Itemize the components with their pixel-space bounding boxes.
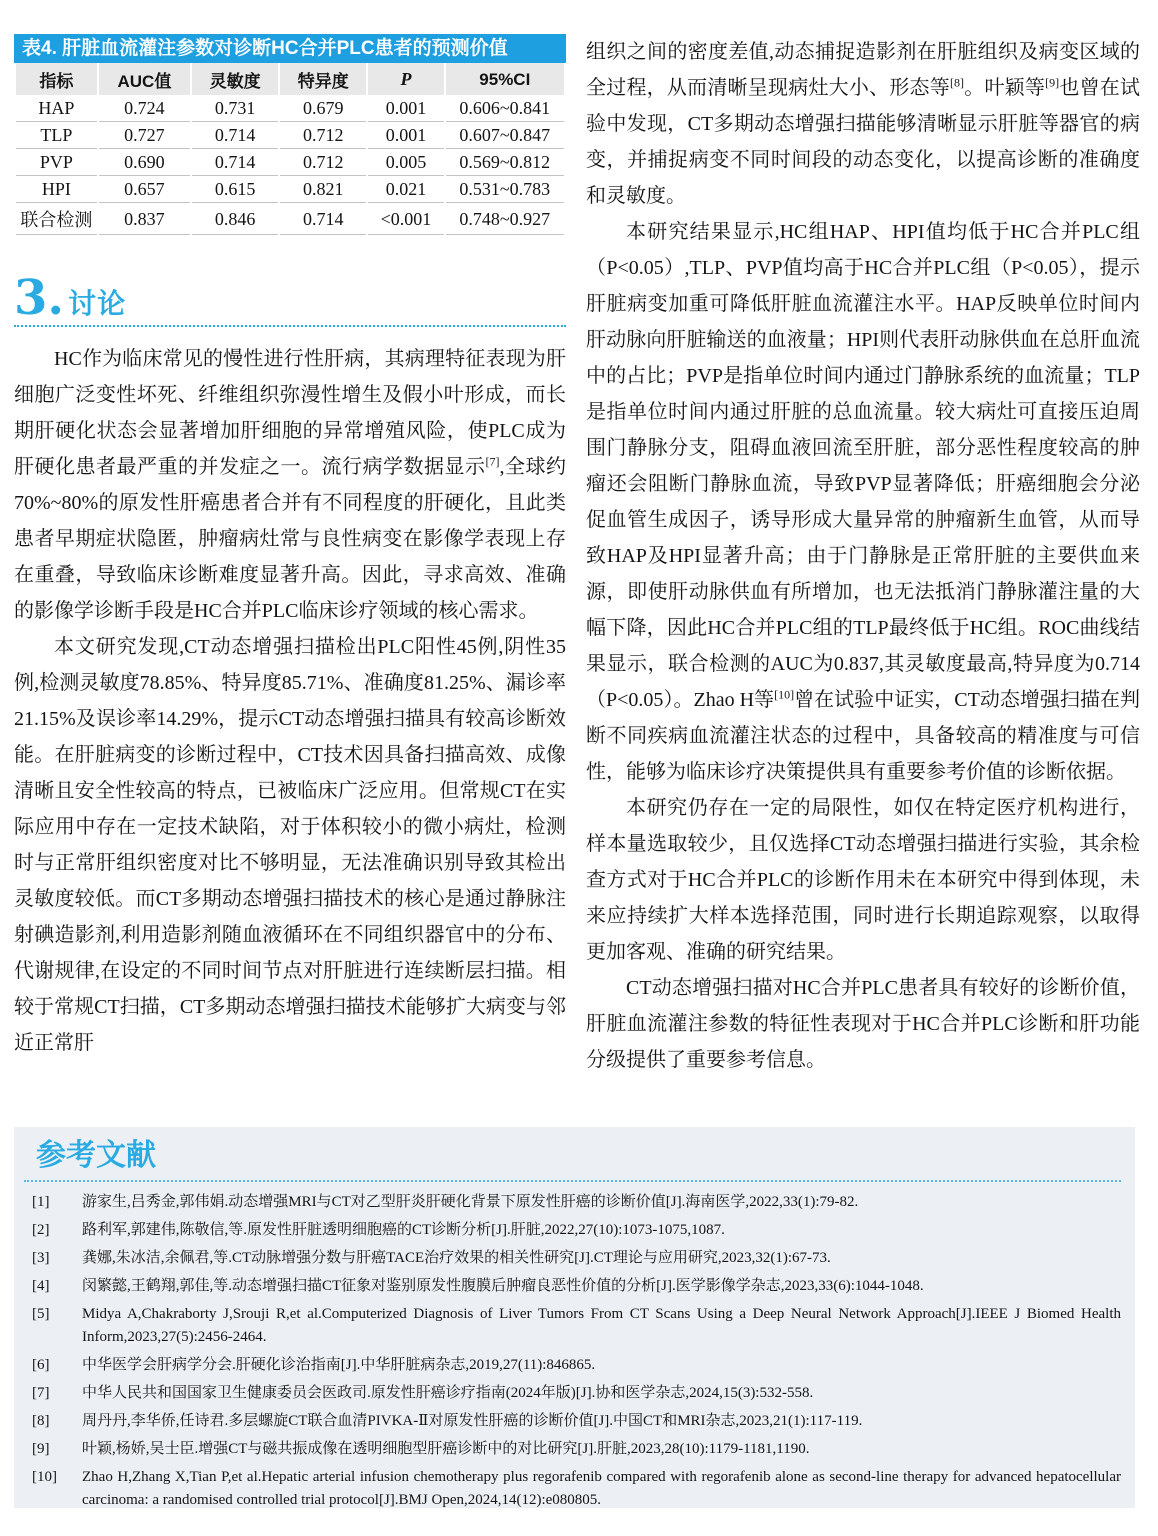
reference-text: 龚娜,朱冰洁,余佩君,等.CT动脉增强分数与肝癌TACE治疗效果的相关性研究[J].CT理论与应用研究,2023,32(1):67-73. xyxy=(82,1250,831,1266)
reference-number: [4] xyxy=(32,1278,50,1294)
section-number: 3. xyxy=(14,270,65,326)
reference-text: 游家生,吕秀金,郭伟娟.动态增强MRI与CT对乙型肝炎肝硬化背景下原发性肝癌的诊断价值[J].海南医学,2022,33(1):79-82. xyxy=(82,1194,859,1210)
reference-text: 周丹丹,李华侨,任诗君.多层螺旋CT联合血清PIVKA-Ⅱ对原发性肝癌的诊断价值[J].中国CT和MRI杂志,2023,21(1):117-119. xyxy=(82,1413,863,1429)
cell-auc: 0.837 xyxy=(99,203,190,235)
cell-sensitivity: 0.846 xyxy=(192,203,278,235)
reference-item xyxy=(24,1466,1121,1508)
cell-p: 0.005 xyxy=(368,149,443,176)
cell-indicator: HAP xyxy=(16,95,97,122)
table-4-block xyxy=(14,34,566,235)
reference-text: 闵繁懿,王鹤翔,郭佳,等.动态增强扫描CT征象对鉴别原发性腹膜后肿瘤良恶性价值的分析[J].医学影像学杂志,2023,33(6):1044-1048. xyxy=(82,1278,924,1294)
cell-sensitivity: 0.714 xyxy=(192,122,278,149)
reference-item xyxy=(24,1382,1121,1405)
reference-item xyxy=(24,1191,1121,1214)
cell-ci: 0.748~0.927 xyxy=(446,203,564,235)
table-title: 表4. 肝脏血流灌注参数对诊断HC合并PLC患者的预测价值 xyxy=(14,34,566,63)
cell-ci: 0.606~0.841 xyxy=(446,95,564,122)
cell-sensitivity: 0.615 xyxy=(192,176,278,203)
cell-ci: 0.531~0.783 xyxy=(446,176,564,203)
reference-number: [5] xyxy=(32,1306,50,1322)
body-paragraph: 本研究仍存在一定的局限性，如仅在特定医疗机构进行，样本量选取较少，且仅选择CT动态增强扫描进行实验，其余检查方式对于HC合并PLC的诊断作用未在本研究中得到体现，未来应持续扩大样本选择范围，同时进行长期追踪观察，以取得更加客观、准确的研究结果。 xyxy=(586,797,1140,963)
cell-p: 0.021 xyxy=(368,176,443,203)
table-row-combined xyxy=(16,203,564,235)
col-header-auc: AUC值 xyxy=(99,63,190,95)
body-paragraph: 组织之间的密度差值,动态捕捉造影剂在肝脏组织及病变区域的全过程，从而清晰呈现病灶大小、形态等[8]。叶颖等[9]也曾在试验中发现，CT多期动态增强扫描能够清晰显示肝脏等器官的病变，并捕捉病变不同时间段的动态变化，以提高诊断的准确度和灵敏度。 xyxy=(586,41,1141,207)
cell-p: 0.001 xyxy=(368,122,443,149)
body-paragraph: 本文研究发现,CT动态增强扫描检出PLC阳性45例,阴性35例,检测灵敏度78.85%、特异度85.71%、准确度81.25%、漏诊率21.15%及误诊率14.29%，提示CT动态增强扫描具有较高诊断效能。在肝脏病变的诊断过程中，CT技术因具备扫描高效、成像清晰且安全性较高的特点，已被临床广泛应用。但常规CT在实际应用中存在一定技术缺陷，对于体积较小的微小病灶，检测时与正常肝组织密度对比不够明显，无法准确识别导致其检出灵敏度较低。而CT多期动态增强扫描技术的核心是通过静脉注射碘造影剂,利用造影剂随血液循环在不同组织器官中的分布、代谢规律,在设定的不同时间节点对肝脏进行连续断层扫描。相较于常规CT扫描，CT多期动态增强扫描技术能够扩大病变与邻近正常肝 xyxy=(14,636,566,1054)
cell-indicator: PVP xyxy=(16,149,97,176)
left-column xyxy=(14,34,566,1078)
right-column xyxy=(586,34,1140,1078)
references-heading: 参考文献 xyxy=(24,1137,1121,1182)
cell-indicator: TLP xyxy=(16,122,97,149)
reference-number: [7] xyxy=(32,1385,50,1401)
reference-number: [6] xyxy=(32,1357,50,1373)
table-header-row xyxy=(16,63,564,95)
reference-number: [10] xyxy=(32,1469,57,1485)
reference-item xyxy=(24,1354,1121,1377)
perfusion-parameters-table xyxy=(14,63,566,235)
body-paragraph: CT动态增强扫描对HC合并PLC患者具有较好的诊断价值，肝脏血流灌注参数的特征性表现对于HC合并PLC诊断和肝功能分级提供了重要参考信息。 xyxy=(586,977,1140,1071)
reference-text: 中华人民共和国国家卫生健康委员会医政司.原发性肝癌诊疗指南(2024年版)[J].协和医学杂志,2024,15(3):532-558. xyxy=(82,1385,814,1401)
body-paragraph: HC作为临床常见的慢性进行性肝病，其病理特征表现为肝细胞广泛变性坏死、纤维组织弥漫性增生及假小叶形成，而长期肝硬化状态会显著增加肝细胞的异常增殖风险，使PLC成为肝硬化患者最严重的并发症之一。流行病学数据显示[7],全球约70%~80%的原发性肝癌患者合并有不同程度的肝硬化，且此类患者早期症状隐匿，肿瘤病灶常与良性病变在影像学表现上存在重叠，导致临床诊断难度显著升高。因此，寻求高效、准确的影像学诊断手段是HC合并PLC临床诊疗领域的核心需求。 xyxy=(14,348,566,622)
reference-text: 叶颖,杨娇,吴士臣.增强CT与磁共振成像在透明细胞型肝癌诊断中的对比研究[J].肝脏,2023,28(10):1179-1181,1190. xyxy=(82,1441,810,1457)
reference-item xyxy=(24,1438,1121,1461)
reference-item xyxy=(24,1410,1121,1433)
cell-auc: 0.727 xyxy=(99,122,190,149)
cell-ci: 0.569~0.812 xyxy=(446,149,564,176)
table-row-hap xyxy=(16,95,564,122)
cell-specificity: 0.821 xyxy=(280,176,366,203)
col-header-sensitivity: 灵敏度 xyxy=(192,63,278,95)
col-header-p: P xyxy=(368,63,443,95)
cell-indicator: 联合检测 xyxy=(16,203,97,235)
col-header-specificity: 特异度 xyxy=(280,63,366,95)
cell-specificity: 0.712 xyxy=(280,149,366,176)
reference-text: 路利军,郭建伟,陈敬信,等.原发性肝脏透明细胞癌的CT诊断分析[J].肝脏,2022,27(10):1073-1075,1087. xyxy=(82,1222,725,1238)
references-section xyxy=(14,1127,1135,1508)
reference-text: 中华医学会肝病学分会.肝硬化诊治指南[J].中华肝脏病杂志,2019,27(11):846865. xyxy=(82,1357,596,1373)
cell-specificity: 0.712 xyxy=(280,122,366,149)
cell-specificity: 0.714 xyxy=(280,203,366,235)
reference-number: [1] xyxy=(32,1194,50,1210)
cell-auc: 0.657 xyxy=(99,176,190,203)
reference-item xyxy=(24,1275,1121,1298)
reference-text: Zhao H,Zhang X,Tian P,et al.Hepatic arterial infusion chemotherapy plus regorafenib compared with regorafenib alone as second-line therapy for advanced hepatocellular carcinoma: a randomised controlled trial protocol[J].BMJ Open,2024,14(12):e080805. xyxy=(82,1469,1121,1508)
reference-number: [8] xyxy=(32,1413,50,1429)
reference-item xyxy=(24,1219,1121,1242)
cell-auc: 0.690 xyxy=(99,149,190,176)
section-heading-discussion xyxy=(14,270,566,327)
cell-sensitivity: 0.714 xyxy=(192,149,278,176)
cell-ci: 0.607~0.847 xyxy=(446,122,564,149)
cell-specificity: 0.679 xyxy=(280,95,366,122)
col-header-ci: 95%CI xyxy=(446,63,564,95)
section-title: 讨论 xyxy=(68,288,127,319)
table-row-tlp xyxy=(16,122,564,149)
table-row-hpi xyxy=(16,176,564,203)
table-row-pvp xyxy=(16,149,564,176)
cell-p: <0.001 xyxy=(368,203,443,235)
col-header-indicator: 指标 xyxy=(16,63,97,95)
reference-item xyxy=(24,1247,1121,1270)
reference-number: [3] xyxy=(32,1250,50,1266)
reference-number: [9] xyxy=(32,1441,50,1457)
cell-sensitivity: 0.731 xyxy=(192,95,278,122)
cell-auc: 0.724 xyxy=(99,95,190,122)
body-paragraph: 本研究结果显示,HC组HAP、HPI值均低于HC合并PLC组（P<0.05）,TLP、PVP值均高于HC合并PLC组（P<0.05），提示肝脏病变加重可降低肝脏血流灌注水平。HAP反映单位时间内肝动脉向肝脏输送的血液量；HPI则代表肝动脉供血在总肝血流中的占比；PVP是指单位时间内通过门静脉系统的血流量；TLP是指单位时间内通过肝脏的总血流量。较大病灶可直接压迫周围门静脉分支，阻碍血液回流至肝脏，部分恶性程度较高的肿瘤还会阻断门静脉血流，导致PVP显著降低；肝癌细胞会分泌促血管生成因子，诱导形成大量异常的肿瘤新生血管，从而导致HAP及HPI显著升高；由于门静脉是正常肝脏的主要供血来源，即使肝动脉供血有所增加，也无法抵消门静脉灌注量的大幅下降，因此HC合并PLC组的TLP最终低于HC组。ROC曲线结果显示，联合检测的AUC为0.837,其灵敏度最高,特异度为0.714（P<0.05）。Zhao H等[10]曾在试验中证实，CT动态增强扫描在判断不同疾病血流灌注状态的过程中，具备较高的精准度与可信性，能够为临床诊疗决策提供具有重要参考价值的诊断依据。 xyxy=(586,221,1140,783)
references-list xyxy=(24,1191,1121,1508)
cell-indicator: HPI xyxy=(16,176,97,203)
cell-p: 0.001 xyxy=(368,95,443,122)
reference-number: [2] xyxy=(32,1222,50,1238)
reference-item xyxy=(24,1303,1121,1349)
reference-text: Midya A,Chakraborty J,Srouji R,et al.Computerized Diagnosis of Liver Tumors From CT Scans Using a Deep Neural Network Approach[J].IEEE J Biomed Health Inform,2023,27(5):2456-2464. xyxy=(82,1306,1121,1345)
